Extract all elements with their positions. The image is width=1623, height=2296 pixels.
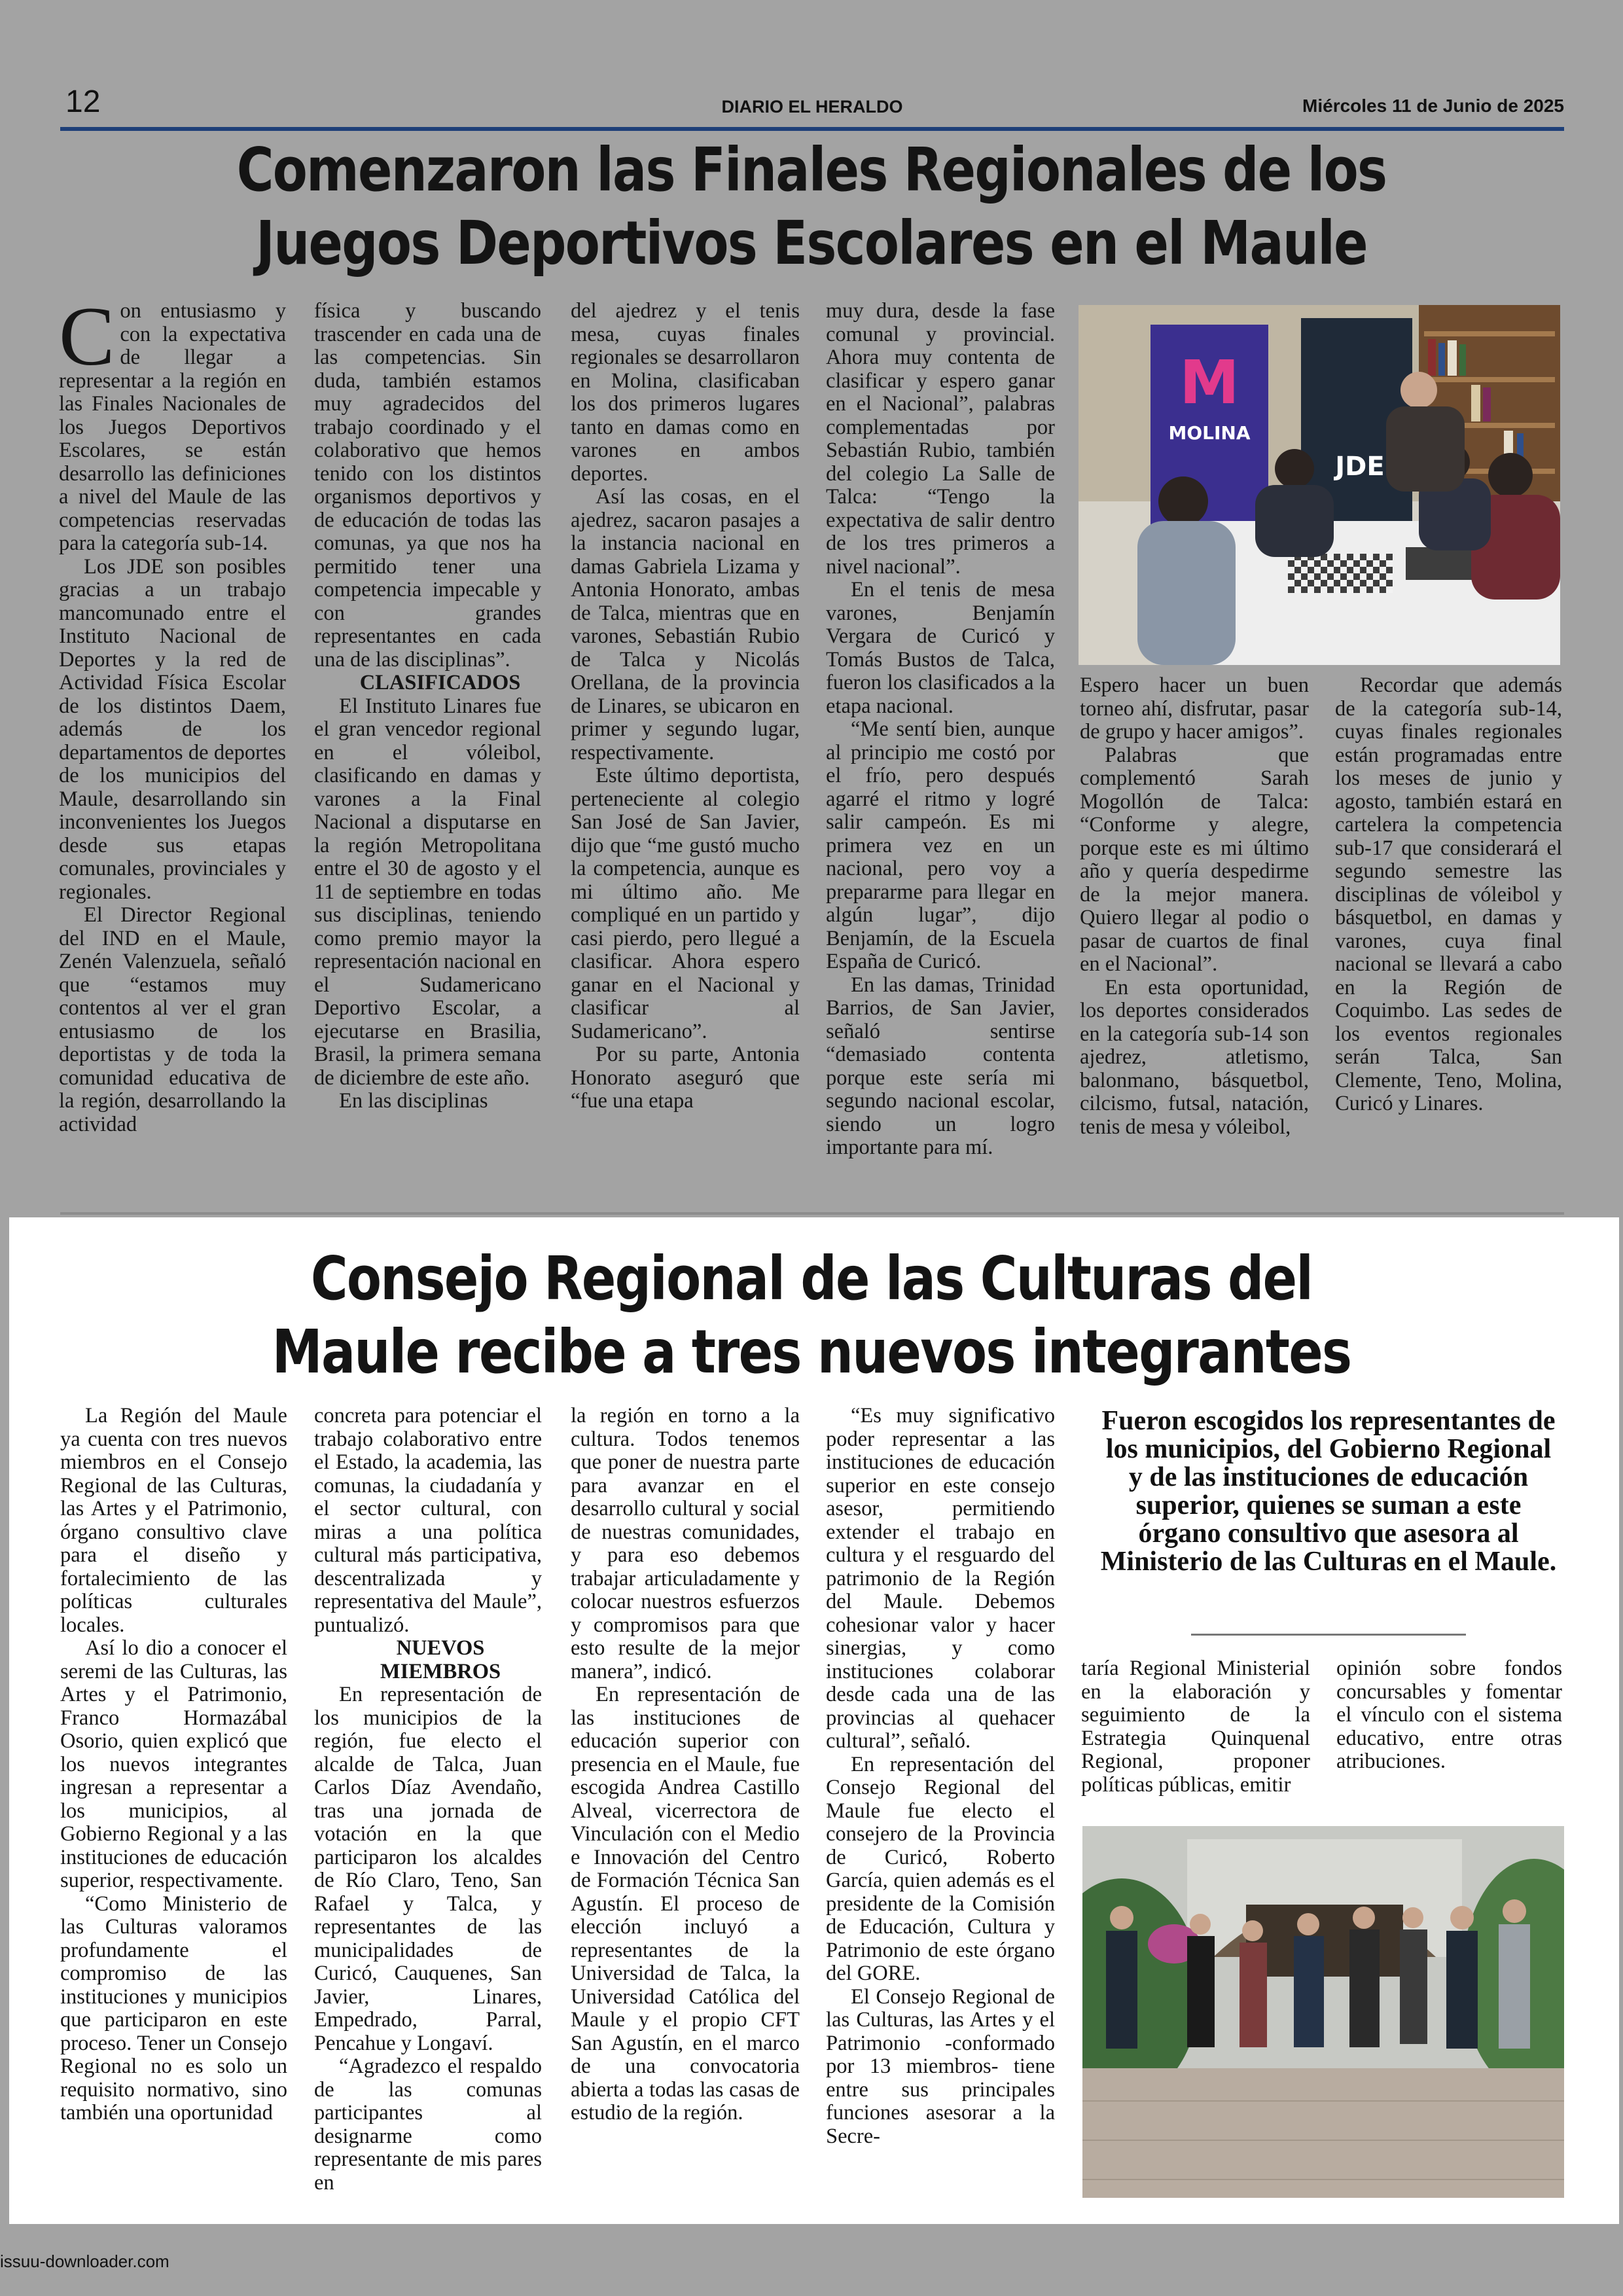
- article1-col3-p3: Este último deportista, perteneciente al colegio San José de San Javier, dijo que “me gustó mucho la competencia, aunque es mi último año. Me compliqué en un partido y casi pierdo, pero llegué a clasificar. Ahora espero ganar en el Nacional y clasificar al Sudamericano”.: [571, 764, 800, 1043]
- article1-col2-p3: En las disciplinas: [339, 1089, 488, 1113]
- article2-col3-p1: la región en torno a la cultura. Todos tenemos que poner de nuestra parte para avanzar en el desarrollo cultural y social de nuestras comunidades, y para eso debemos trabajar articuladamente y colocar nuestros esfuerzos y compromisos para que esto resulte de la mejor manera”, indicó.: [571, 1405, 800, 1683]
- page-header: [60, 77, 1564, 131]
- article2-col2-p2: En representación de los municipios de la región, fue electo el alcalde de Talca, Juan Carlos Díaz Avendaño, tras una jornada de votación en la que participaron los alcaldes de Río Claro, Teno, San Rafael y Talca, y representantes de las municipalidades de Curicó, Cauquenes, San Javier, Linares, Empedrado, Parral, Pencahue y Longaví.: [314, 1683, 542, 2055]
- article2-column-5: [1081, 1657, 1310, 1814]
- article1-column-6: [1335, 674, 1562, 1211]
- article1-col2-p2: El Instituto Linares fue el gran vencedor regional en el vóleibol, clasificando en damas y varones a la Final Nacional a disputarse en la región Metropolitana entre el 30 de agosto y el 11 de septiembre en todas sus disciplinas, teniendo como premio mayor la representación nacional en el Sudamericano Deportivo Escolar, a ejecutarse en Brasilia, Brasil, la primera semana de diciembre de este año.: [314, 694, 541, 1090]
- article1-col6-p1: Recordar que además de la categoría sub-14, cuyas finales regionales están programadas entre los meses de junio y agosto, también estará en cartelera la competencia sub-17 que considerará el segundo semestre las disciplinas de vóleibol y básquetbol, en damas y varones, cuya final nacional se llevará a cabo en la Región de Coquimbo. Las sedes de los eventos regionales serán Talca, San Clemente, Teno, Molina, Curicó y Linares.: [1335, 674, 1562, 1115]
- footer-source: issuu-downloader.com: [0, 2251, 169, 2271]
- article2-col1-p1: La Región del Maule ya cuenta con tres nuevos miembros en el Consejo Regional de las Culturas, las Artes y el Patrimonio, órgano consultivo clave para el diseño y fortalecimiento de las políticas culturales locales.: [60, 1405, 287, 1637]
- article2-column-6: [1336, 1657, 1562, 1814]
- article1-col3-p4: Por su parte, Antonia Honorato aseguró que “fue una etapa: [571, 1043, 800, 1113]
- article1-headline-line1: Comenzaron las Finales Regionales de los: [236, 135, 1387, 205]
- article2-col4-p1: “Es muy significativo poder representar a las instituciones de educación superior en este consejo asesor, permitiendo extender el trabajo en cultura y el resguardo del patrimonio de la Región del Maule. Debemos cohesionar valor y hacer sinergias, y como instituciones colaborar desde cada una de las provincias al quehacer cultural”, señaló.: [826, 1405, 1055, 1753]
- jde-banner-label: JDE: [1335, 452, 1385, 482]
- article2-subhead-line1: NUEVOS: [396, 1636, 485, 1660]
- article1-col1-p2: Los JDE son posibles gracias a un trabajo mancomunado entre el Instituto Nacional de Deportes y la red de Actividad Física Escolar de los distintos Daem, además de los departamentos de deportes de los municipios del Maule, desarrollando sin inconvenientes los Juegos desde sus etapas comunales, provinciales y regionales.: [59, 554, 286, 904]
- article1-column-2: [314, 300, 541, 1211]
- chess-tournament-photo: [1079, 305, 1560, 665]
- article1-col4-p1: muy dura, desde la fase comunal y provincial. Ahora muy contenta de clasificar y espero ganar en el Nacional”, palabras complementadas por Sebastián Rubio, también del colegio La Salle de Talca: “Tengo la expectativa de salir dentro de los tres primeros a nivel nacional”.: [826, 300, 1055, 579]
- article1-col2-p1: física y buscando trascender en cada una de las competencias. Sin duda, también estamos muy agradecidos del trabajo coordinado y el colaborativo que hemos tenido con los distintos organismos deportivos y de educación de todas las comunas, ya que nos ha permitido tener una competencia impecable y con grandes representantes en cada una de las disciplinas”.: [314, 300, 541, 672]
- article1-headline: [196, 134, 1427, 280]
- issue-date: Miércoles 11 de Junio de 2025: [1302, 96, 1564, 116]
- article2-column-3: [571, 1405, 800, 2203]
- article2-pullquote: Fueron escogidos los representantes de los municipios, del Gobierno Regional y de las instituciones de educación superior, quienes se suman a este órgano consultivo que asesora al Ministerio de las Culturas en el Maule.: [1100, 1406, 1557, 1577]
- article2-col2-p3: “Agradezco el respaldo de las comunas participantes al designarme como representante de mis pares en: [314, 2054, 542, 2195]
- article2-col4-p2: En representación del Consejo Regional del Maule fue electo el consejero de la Provincia de Curicó, Roberto García, quien además es el presidente de la Comisión de Educación, Cultura y Patrimonio de este órgano del GORE.: [826, 1752, 1055, 1985]
- article2-column-2: [314, 1405, 542, 2203]
- article2-col4-p3: El Consejo Regional de las Culturas, las Artes y el Patrimonio -conformado por 13 miembros- tiene entre sus principales funciones asesorar a la Secre-: [826, 1984, 1055, 2148]
- article1-column-4: [826, 300, 1055, 1211]
- article1-subhead-clasificados: CLASIFICADOS: [359, 671, 521, 694]
- article1-column-1: [59, 300, 286, 1211]
- article2-column-4: [826, 1405, 1055, 2203]
- article1-col5-p1: Espero hacer un buen torneo ahí, disfrutar, pasar de grupo y hacer amigos”.: [1080, 674, 1309, 744]
- article1-column-5: [1080, 674, 1309, 1211]
- article2-col3-p2: En representación de las instituciones de educación superior con presencia en el Maule, fue escogida Andrea Castillo Alveal, vicerrectora de Vinculación con el Medio e Innovación del Centro de Formación Técnica San Agustín. El proceso de elección incluyó a representantes de la Universidad de Talca, la Universidad Católica del Maule y el propio CFT San Agustín, en el marco de una convocatoria abierta a todas las casas de estudio de la región.: [571, 1683, 800, 2125]
- article1-col5-p3: En esta oportunidad, los deportes considerados en la categoría sub-14 son ajedrez, atletismo, balonmano, básquetbol, cilcismo, futsal, natación, tenis de mesa y vóleibol,: [1080, 975, 1309, 1139]
- page-number: 12: [65, 84, 101, 119]
- article2-headline: [196, 1242, 1427, 1389]
- article2-col6-p1: opinión sobre fondos concursables y fomentar el vínculo con el sistema educativo, entre otras atribuciones.: [1336, 1657, 1562, 1773]
- article1-col4-p3: “Me sentí bien, aunque al principio me costó por el frío, pero después agarré el ritmo y logré salir campeón. Es mi primera vez en un nacional, pero voy a prepararme para llegar en algún lugar”, dijo Benjamín, de la Escuela España de Curicó.: [826, 717, 1055, 973]
- drop-cap: C: [59, 300, 115, 383]
- article1-col4-p2: En el tenis de mesa varones, Benjamín Vergara de Curicó y Tomás Bustos de Talca, fueron los clasificados a la etapa nacional.: [826, 578, 1055, 718]
- article1-column-3: [571, 300, 800, 1211]
- section-divider: [60, 1212, 1564, 1215]
- newspaper-name: DIARIO EL HERALDO: [721, 97, 903, 117]
- molina-banner-m: M: [1179, 348, 1240, 418]
- article1-col1-p3: El Director Regional del IND en el Maule, Zenén Valenzuela, señaló que “estamos muy contentos al ver el gran entusiasmo de los deportistas y de toda la comunidad educativa de la región, desarrollando la actividad: [59, 903, 286, 1136]
- article1-col3-p1: del ajedrez y el tenis mesa, cuyas finales regionales se desarrollaron en Molina, clasificaban los dos primeros lugares tanto en damas como en varones en ambos deportes.: [571, 300, 800, 486]
- article1-col1-p1: Con entusiasmo y con la expectativa de llegar a representar a la región en las Finales Nacionales de los Juegos Deportivos Escolares, se están desarrollo las definiciones a nivel del Maule de las competencias reservadas para la categoría sub-14.: [59, 300, 286, 555]
- article1-col3-p2: Así las cosas, en el ajedrez, sacaron pasajes a la instancia nacional en damas Gabriela Lizama y Antonia Honorato, ambas de Talca, mientras que en varones, Sebastián Rubio de Talca y Nicolás Orellana, de la provincia de Linares, se ubicaron en primer y segundo lugar, respectivamente.: [571, 485, 800, 764]
- article1-col5-p2: Palabras que complementó Sarah Mogollón de Talca: “Conforme y alegre, porque este es mi último año y quería despedirme de la mejor manera. Quiero llegar al podio o pasar de cuartos de final en el Nacional”.: [1080, 743, 1309, 976]
- molina-banner-label: MOLINA: [1168, 422, 1251, 444]
- article2-subhead-line2: MIEMBROS: [380, 1659, 501, 1683]
- article1-headline-line2: Juegos Deportivos Escolares en el Maule: [256, 208, 1367, 278]
- article2-column-1: [60, 1405, 287, 2203]
- pullquote-rule: [1191, 1634, 1466, 1636]
- article2-headline-line1: Consejo Regional de las Culturas del: [310, 1244, 1313, 1314]
- article2-headline-line2: Maule recibe a tres nuevos integrantes: [272, 1317, 1351, 1387]
- article2-col1-p2: Así lo dio a conocer el seremi de las Culturas, las Artes y el Patrimonio, Franco Hormazábal Osorio, quien explicó que los nuevos integrantes ingresan a representar a los municipios, al Gobierno Regional y a las instituciones de educación superior, respectivamente.: [60, 1636, 287, 1892]
- article2-col5-p1: taría Regional Ministerial en la elaboración y seguimiento de la Estrategia Quinquenal Regional, proponer políticas públicas, emitir: [1081, 1657, 1310, 1797]
- article2-col1-p3: “Como Ministerio de las Culturas valoramos profundamente el compromiso de las instituciones y municipios que participaron en este proceso. Tener un Consejo Regional no es solo un requisito normativo, sino también una oportunidad: [60, 1892, 287, 2125]
- article1-col4-p4: En las damas, Trinidad Barrios, de San Javier, señaló sentirse “demasiado contenta porque este sería mi segundo nacional escolar, siendo un logro importante para mí.: [826, 973, 1055, 1159]
- council-members-photo: [1082, 1826, 1564, 2198]
- article2-col2-p1: concreta para potenciar el trabajo colaborativo entre el Estado, la academia, las comunas, la ciudadanía y el sector cultural, con miras a una política cultural más participativa, descentralizada y representativa del Maule”, puntualizó.: [314, 1405, 542, 1637]
